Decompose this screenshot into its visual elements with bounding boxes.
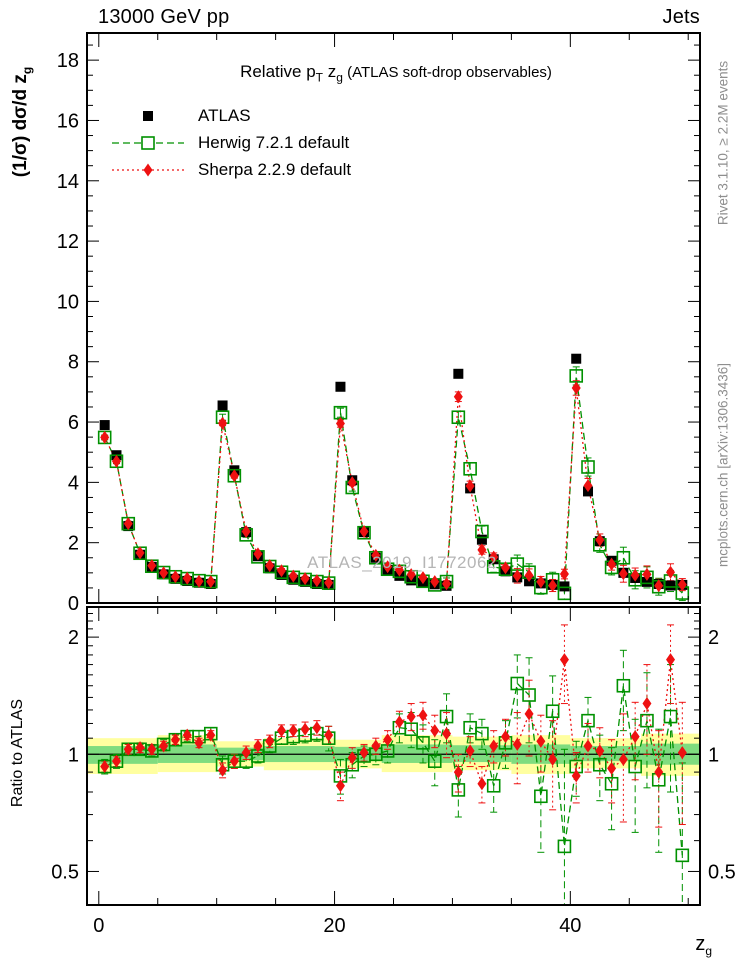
plot-title <box>240 62 552 84</box>
plot-title-paren: (ATLAS soft-drop observables) <box>342 64 552 81</box>
x-tick-label: 0 <box>93 915 105 937</box>
y-main-tick-label: 6 <box>67 412 79 435</box>
mcplots-note: mcplots.cern.ch [arXiv:1306.3436] <box>715 362 731 568</box>
y-main-tick-label: 18 <box>56 50 79 73</box>
y-main-tick-label: 8 <box>67 351 79 374</box>
y-main-tick-label: 2 <box>67 532 79 555</box>
legend-label-herwig: Herwig 7.2.1 default <box>198 132 350 152</box>
legend-item-atlas <box>108 102 351 129</box>
plot-title-sub-T: T <box>315 70 324 85</box>
atlas-marker-sample <box>108 107 188 125</box>
y-main-tick-label: 0 <box>67 593 79 615</box>
legend-label-atlas: ATLAS <box>198 105 251 125</box>
y-axis-title-main-sub: g <box>19 66 34 75</box>
x-tick-label: 40 <box>559 915 582 937</box>
x-axis-title-text: z <box>695 933 706 955</box>
y-main-tick-label: 12 <box>56 231 79 254</box>
legend <box>108 102 351 183</box>
y-main-tick-label: 4 <box>67 472 79 495</box>
y-ratio-tick-label-left: 0.5 <box>51 861 79 884</box>
legend-item-herwig <box>108 129 351 156</box>
legend-item-sherpa <box>108 156 351 183</box>
plot-title-base: Relative p <box>240 62 316 81</box>
y-ratio-tick-label-left: 2 <box>67 627 79 650</box>
y-axis-title-main <box>10 67 34 177</box>
y-main-tick-label: 16 <box>56 110 79 133</box>
analysis-type-label: Jets <box>662 6 700 28</box>
y-ratio-tick-label-left: 1 <box>67 744 79 767</box>
x-axis-title-sub: g <box>705 944 712 958</box>
rivet-version-note: Rivet 3.1.10, ≥ 2.2M events <box>715 60 731 226</box>
x-tick-label: 20 <box>323 915 346 937</box>
y-ratio-tick-label-right: 2 <box>708 627 720 650</box>
herwig-marker-sample <box>108 134 188 152</box>
watermark: ATLAS_2019_I1772062 <box>307 553 497 572</box>
y-ratio-tick-label-right: 0.5 <box>708 861 736 884</box>
y-main-tick-label: 10 <box>56 291 79 314</box>
plot-title-z: z <box>323 62 337 81</box>
ratio-panel <box>87 625 700 972</box>
sherpa-marker-sample <box>108 161 188 179</box>
legend-label-sherpa: Sherpa 2.2.9 default <box>198 159 352 179</box>
y-ratio-tick-label-right: 1 <box>708 744 720 767</box>
y-axis-title-main-text: (1/σ) dσ/d z <box>10 74 32 178</box>
plot-title-sub-g: g <box>336 70 343 85</box>
x-axis-title <box>695 933 712 958</box>
beam-energy-label: 13000 GeV pp <box>98 6 230 28</box>
y-axis-title-ratio: Ratio to ATLAS <box>9 698 26 808</box>
y-main-tick-label: 14 <box>56 170 79 193</box>
axis-tick-labels <box>51 50 736 937</box>
